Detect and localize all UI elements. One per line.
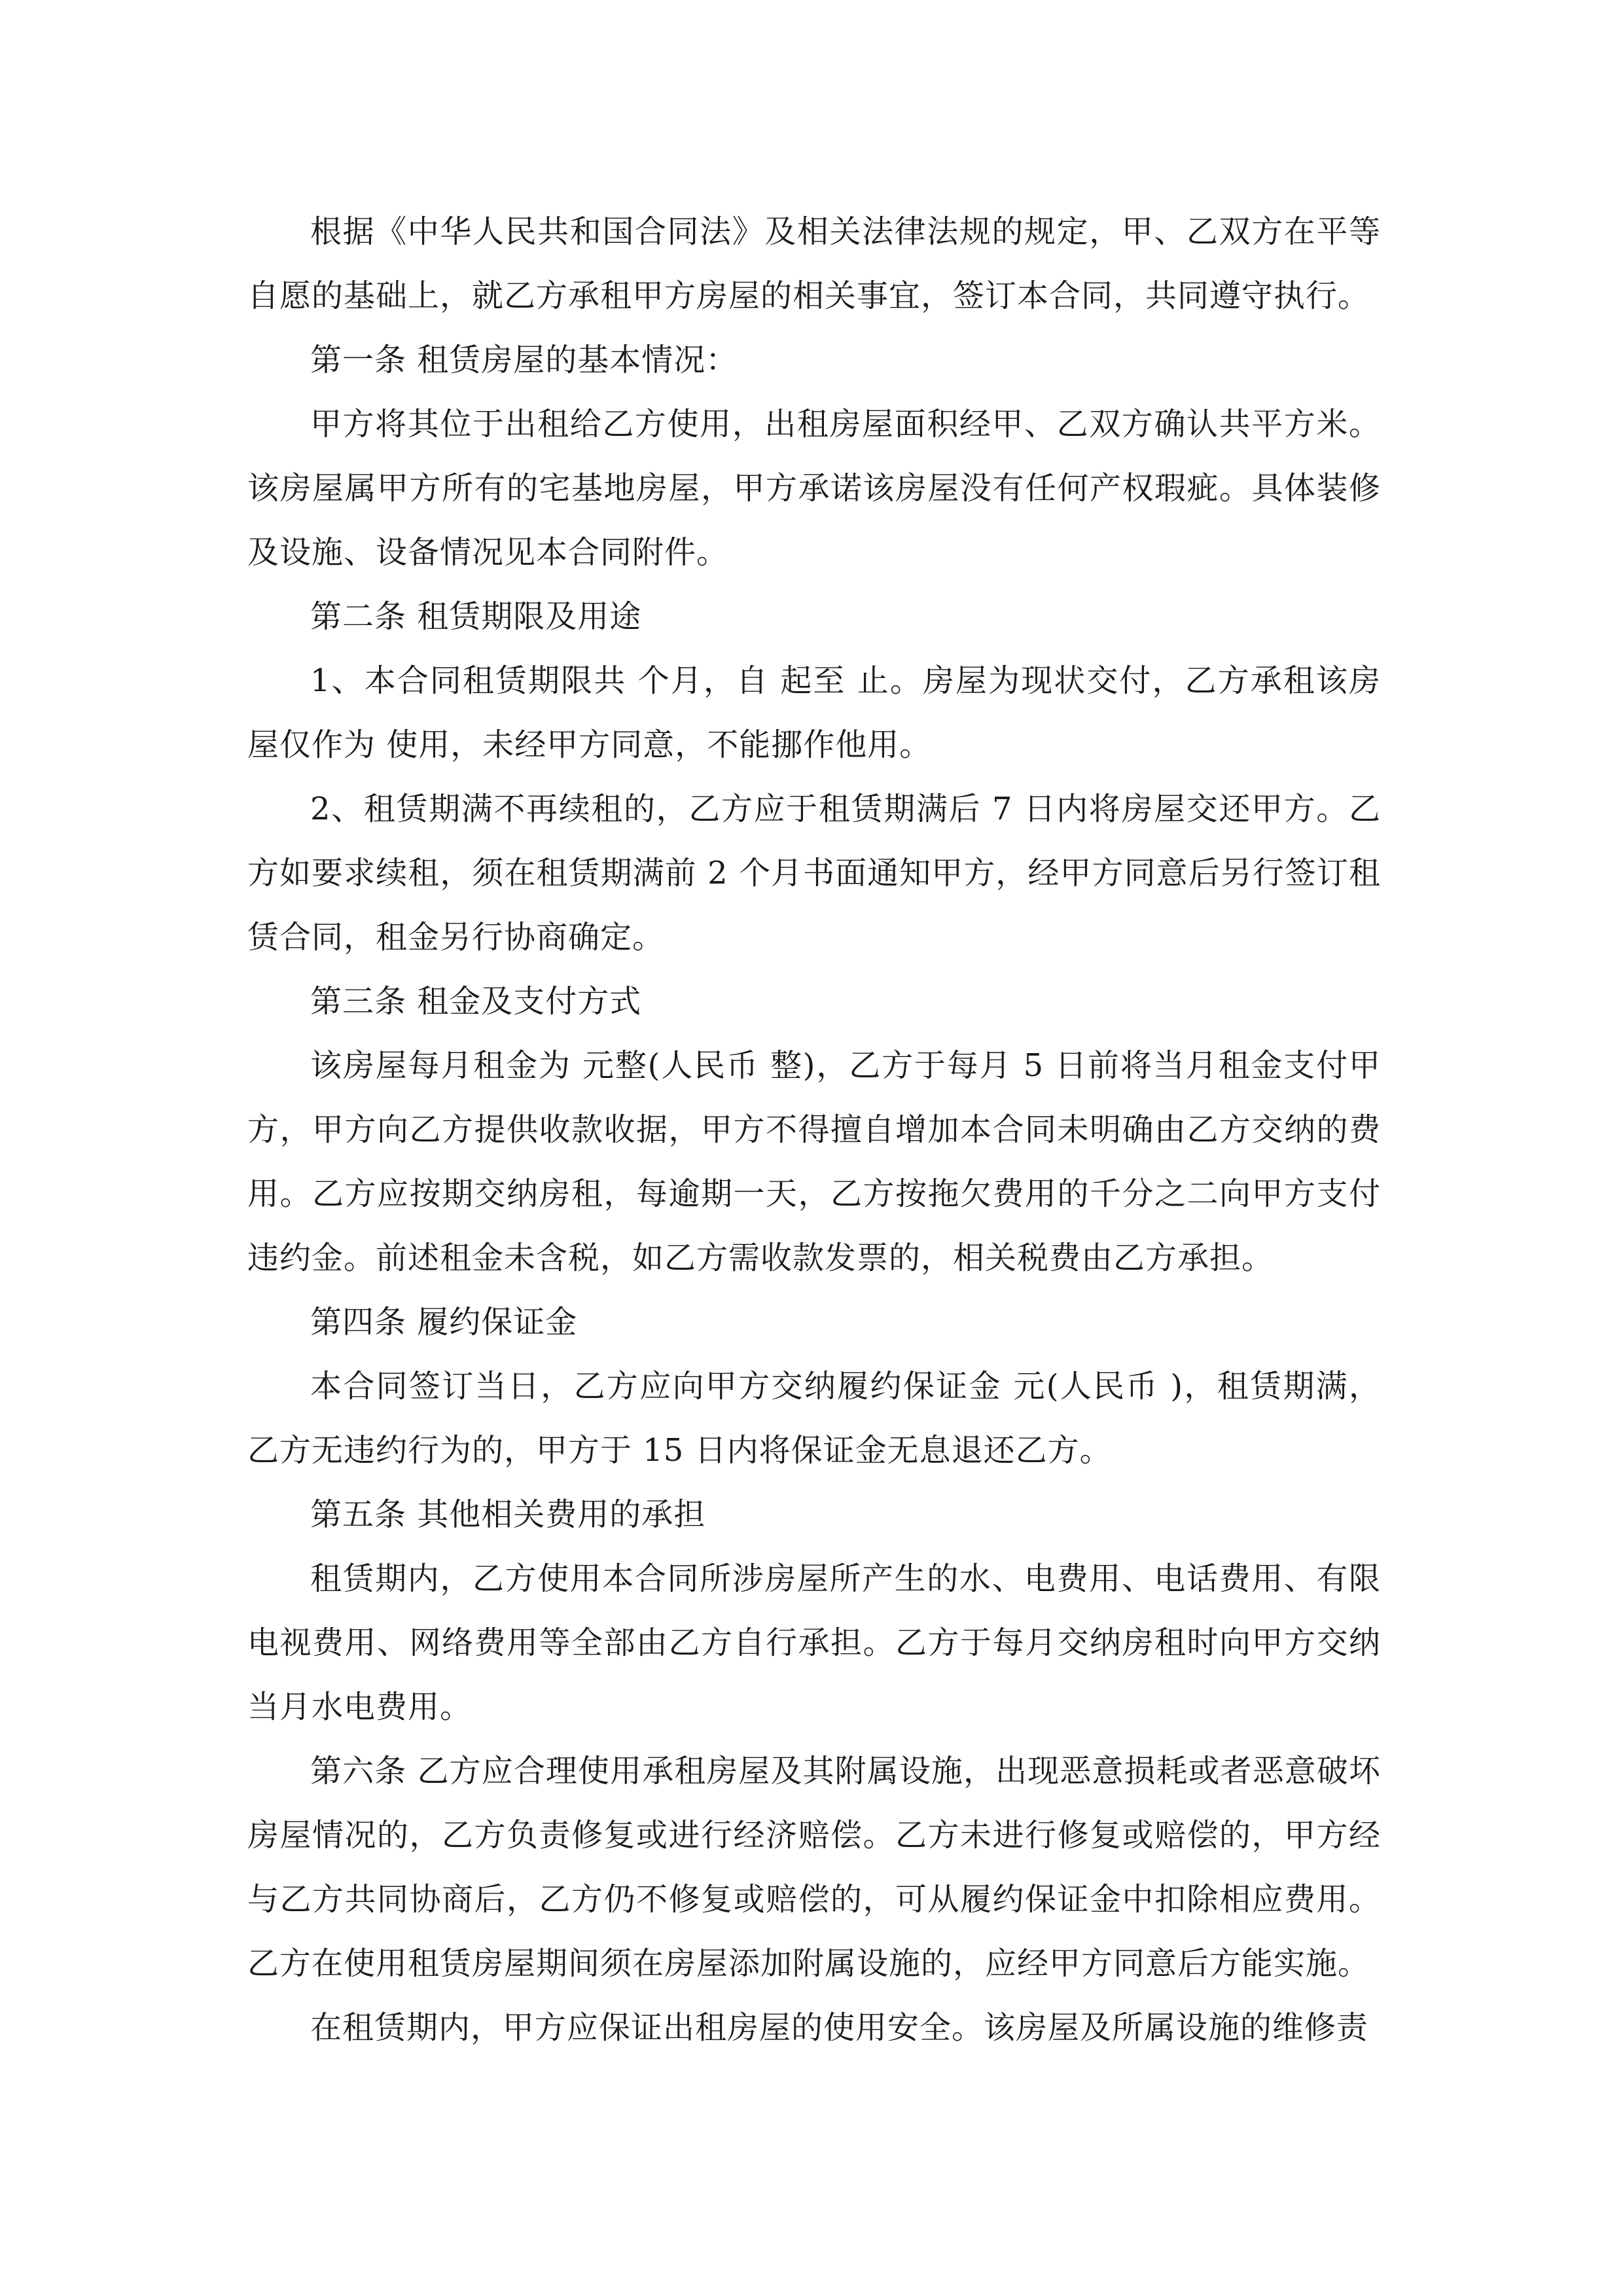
article-4-body: 本合同签订当日，乙方应向甲方交纳履约保证金 元(人民币 )，租赁期满，乙方无违约行为的，甲方于 15 日内将保证金无息退还乙方。 xyxy=(247,1368,1381,1469)
article-4-heading: 第四条 履约保证金 xyxy=(310,1304,578,1340)
article-6-body: 第六条 乙方应合理使用承租房屋及其附属设施，出现恶意损耗或者恶意破坏房屋情况的，乙方负责修复或进行经济赔偿。乙方未进行修复或赔偿的，甲方经与乙方共同协商后，乙方仍不修复或赔偿的，可从履约保证金中扣除相应费用。乙方在使用租赁房屋期间须在房屋添加附属设施的，应经甲方同意后方能实施。 xyxy=(247,1753,1381,1982)
article-1-body: 甲方将其位于出租给乙方使用，出租房屋面积经甲、乙双方确认共平方米。该房屋属甲方所有的宅基地房屋，甲方承诺该房屋没有任何产权瑕疵。具体装修及设施、设备情况见本合同附件。 xyxy=(247,406,1381,571)
paragraph-preamble: 根据《中华人民共和国合同法》及相关法律法规的规定，甲、乙双方在平等自愿的基础上，就乙方承租甲方房屋的相关事宜，签订本合同，共同遵守执行。 xyxy=(247,213,1381,314)
article-2-heading: 第二条 租赁期限及用途 xyxy=(310,598,642,635)
article-3-heading: 第三条 租金及支付方式 xyxy=(310,983,642,1020)
article-3-body: 该房屋每月租金为 元整(人民币 整)，乙方于每月 5 日前将当月租金支付甲方，甲方向乙方提供收款收据，甲方不得擅自增加本合同未明确由乙方交纳的费用。乙方应按期交纳房租，每逾期一天，乙方按拖欠费用的千分之二向甲方支付违约金。前述租金未含税，如乙方需收款发票的，相关税费由乙方承担。 xyxy=(247,1047,1381,1276)
document-body xyxy=(247,200,1381,2060)
article-2-clause-1: 1、本合同租赁期限共 个月，自 起至 止。房屋为现状交付，乙方承租该房屋仅作为 使用，未经甲方同意，不能挪作他用。 xyxy=(247,662,1381,763)
article-6-continuation: 在租赁期内，甲方应保证出租房屋的使用安全。该房屋及所属设施的维修责 xyxy=(310,2009,1369,2046)
article-2-clause-2: 2、租赁期满不再续租的，乙方应于租赁期满后 7 日内将房屋交还甲方。乙方如要求续租，须在租赁期满前 2 个月书面通知甲方，经甲方同意后另行签订租赁合同，租金另行协商确定。 xyxy=(247,791,1381,956)
article-1-heading: 第一条 租赁房屋的基本情况： xyxy=(310,342,738,378)
article-5-body: 租赁期内，乙方使用本合同所涉房屋所产生的水、电费用、电话费用、有限电视费用、网络费用等全部由乙方自行承担。乙方于每月交纳房租时向甲方交纳当月水电费用。 xyxy=(247,1560,1381,1725)
article-5-heading: 第五条 其他相关费用的承担 xyxy=(310,1496,706,1533)
